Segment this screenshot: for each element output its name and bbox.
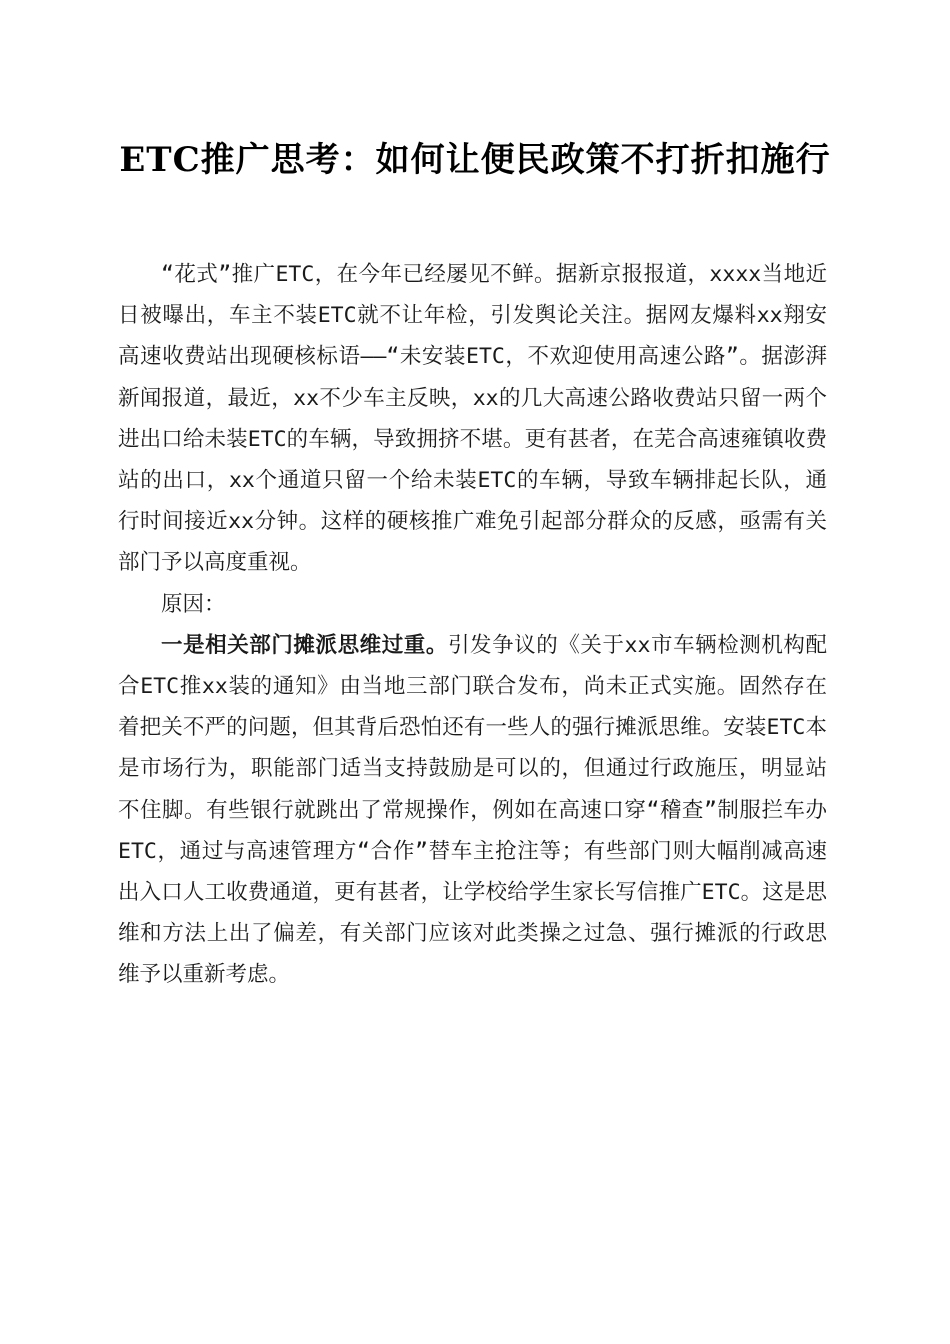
document-title: ETC推广思考：如何让便民政策不打折扣施行 — [119, 140, 831, 180]
paragraph-intro — [118, 254, 827, 584]
reasons-heading-text: 原因： — [161, 591, 226, 617]
paragraph-reasons-heading — [118, 584, 827, 625]
reason-one-text: 引发争议的《关于xx市车辆检测机构配合ETC推xx装的通知》由当地三部门联合发布，尚未正式实施。固然存在着把关不严的问题，但其背后恐怕还有一些人的强行摊派思维。安装ETC本是市场行为，职能部门适当支持鼓励是可以的，但通过行政施压，明显站不住脚。有些银行就跳出了常规操作，例如在高速口穿“稽查”制服拦车办ETC，通过与高速管理方“合作”替车主抢注等；有些部门则大幅削减高速出入口人工收费通道，更有甚者，让学校给学生家长写信推广ETC。这是思维和方法上出了偏差，有关部门应该对此类操之过急、强行摊派的行政思维予以重新考虑。 — [118, 632, 827, 988]
reason-one-lead: 一是相关部门摊派思维过重。 — [161, 632, 448, 658]
paragraph-intro-text: “花式”推广ETC，在今年已经屡见不鲜。据新京报报道，xxxx当地近日被曝出，车主不装ETC就不让年检，引发舆论关注。据网友爆料xx翔安高速收费站出现硬核标语——“未安装ETC，不欢迎使用高速公路”。据澎湃新闻报道，最近，xx不少车主反映，xx的几大高速公路收费站只留一两个进出口给未装ETC的车辆，导致拥挤不堪。更有甚者，在芜合高速雍镇收费站的出口，xx个通道只留一个给未装ETC的车辆，导致车辆排起长队，通行时间接近xx分钟。这样的硬核推广难免引起部分群众的反感，亟需有关部门予以高度重视。 — [118, 262, 827, 576]
document-body — [118, 254, 827, 996]
paragraph-reason-one — [118, 625, 827, 996]
